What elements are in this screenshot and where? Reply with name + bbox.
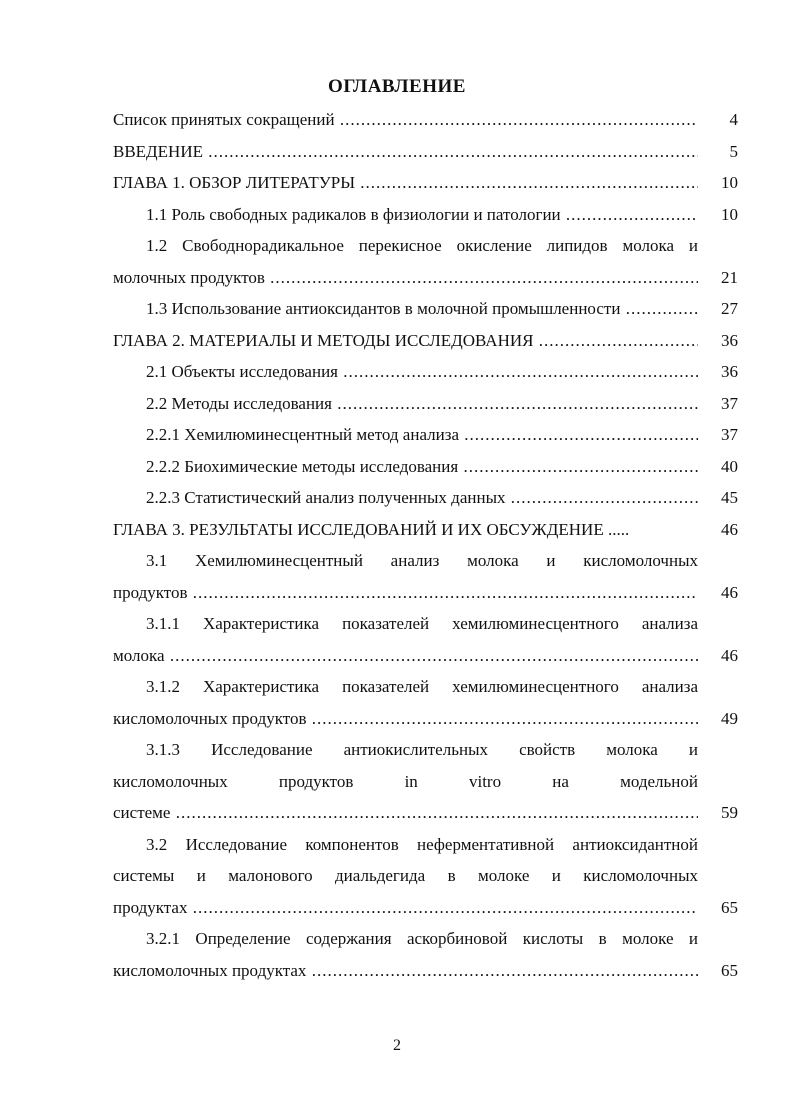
toc-entry-line: 2.2.3 Статистический анализ полученных данных ..... xyxy=(113,482,698,514)
toc-entry xyxy=(113,451,738,483)
toc-entry-line: системе ..... xyxy=(113,797,698,829)
toc-entry-line: 3.2.1 Определение содержания аскорбиновой кислоты в молоке и xyxy=(146,929,698,948)
toc-entry-line: кисломолочных продуктов in vitro на модельной xyxy=(113,771,698,791)
toc-entry xyxy=(113,923,738,986)
toc-entry-line: кисломолочных продуктов ..... xyxy=(113,703,698,735)
toc-page-number: 46 xyxy=(721,519,738,539)
toc-entry xyxy=(113,514,738,546)
toc-entry xyxy=(113,230,738,293)
page-number: 2 xyxy=(393,1037,401,1054)
toc-entry xyxy=(113,104,738,136)
toc-page-number: 46 xyxy=(721,645,738,665)
toc-page-number: 65 xyxy=(721,960,738,980)
toc-entry-line: 3.1.2 Характеристика показателей хемилюминесцентного анализа xyxy=(146,677,698,696)
toc-entry xyxy=(113,829,738,924)
toc-entry-line: 3.2 Исследование компонентов неферментативной антиоксидантной xyxy=(146,834,698,854)
toc-entry xyxy=(113,199,738,231)
toc-entry-line: 3.1.3 Исследование антиокислительных свойств молока и xyxy=(146,740,698,759)
toc-entry-line: 3.1.1 Характеристика показателей хемилюминесцентного анализа xyxy=(146,614,698,633)
toc-entry-line: 2.1 Объекты исследования ..... xyxy=(113,356,698,388)
toc-page-number: 10 xyxy=(721,204,738,224)
toc-entry xyxy=(113,734,738,829)
toc-entry-line: Список принятых сокращений ..... xyxy=(113,104,698,136)
toc-entry-line: ВВЕДЕНИЕ ..... xyxy=(113,136,698,168)
toc-entry xyxy=(113,671,738,734)
toc-page-number: 21 xyxy=(721,267,738,287)
toc-entry-line: ГЛАВА 3. РЕЗУЛЬТАТЫ ИССЛЕДОВАНИЙ И ИХ ОБСУЖДЕНИЕ ..... xyxy=(113,519,630,539)
toc-entry xyxy=(113,608,738,671)
toc-entry xyxy=(113,545,738,608)
toc-page-number: 40 xyxy=(721,456,738,476)
toc-entry-line: 2.2.1 Хемилюминесцентный метод анализа ..... xyxy=(113,419,698,451)
table-of-contents xyxy=(113,104,738,986)
toc-entry-line: кисломолочных продуктах ..... xyxy=(113,955,698,987)
toc-entry-line: молока ..... xyxy=(113,640,698,672)
toc-page-number: 65 xyxy=(721,897,738,917)
toc-entry-line: 1.2 Свободнорадикальное перекисное окисление липидов молока и xyxy=(146,236,698,255)
page-title: ОГЛАВЛЕНИЕ xyxy=(328,76,466,97)
toc-entry-line: 1.1 Роль свободных радикалов в физиологии и патологии ..... xyxy=(113,199,698,231)
toc-page-number: 27 xyxy=(721,299,738,318)
toc-page-number: 4 xyxy=(729,110,738,129)
toc-entry xyxy=(113,325,738,357)
toc-entry-line: ГЛАВА 1. ОБЗОР ЛИТЕРАТУРЫ ..... xyxy=(113,167,698,199)
toc-entry-line: продуктах ..... xyxy=(113,892,698,924)
toc-entry xyxy=(113,419,738,451)
toc-page-number: 36 xyxy=(721,330,738,350)
toc-entry-line: 2.2.2 Биохимические методы исследования ..... xyxy=(113,451,698,483)
toc-page-number: 46 xyxy=(721,582,738,602)
toc-entry-line: 3.1 Хемилюминесцентный анализ молока и кисломолочных xyxy=(146,551,698,570)
toc-entry-line: 2.2 Методы исследования ..... xyxy=(113,388,698,420)
toc-entry-line: ГЛАВА 2. МАТЕРИАЛЫ И МЕТОДЫ ИССЛЕДОВАНИЯ ..... xyxy=(113,325,698,357)
toc-entry-line: молочных продуктов ..... xyxy=(113,262,698,294)
toc-page-number: 59 xyxy=(721,803,738,822)
toc-entry xyxy=(113,167,738,199)
toc-entry xyxy=(113,482,738,514)
toc-page-number: 37 xyxy=(721,425,738,444)
toc-page-number: 45 xyxy=(721,488,738,507)
toc-entry xyxy=(113,136,738,168)
toc-entry xyxy=(113,356,738,388)
toc-page-number: 37 xyxy=(721,393,738,413)
toc-entry-line: продуктов ..... xyxy=(113,577,698,609)
toc-entry-line: 1.3 Использование антиоксидантов в молочной промышленности ..... xyxy=(113,293,698,325)
toc-page-number: 36 xyxy=(721,362,738,381)
toc-entry-line: системы и малонового диальдегида в молоке и кисломолочных xyxy=(113,866,698,885)
toc-page-number: 5 xyxy=(729,141,738,161)
toc-entry xyxy=(113,293,738,325)
toc-entry xyxy=(113,388,738,420)
toc-page-number: 10 xyxy=(721,173,738,192)
toc-page-number: 49 xyxy=(721,708,738,728)
